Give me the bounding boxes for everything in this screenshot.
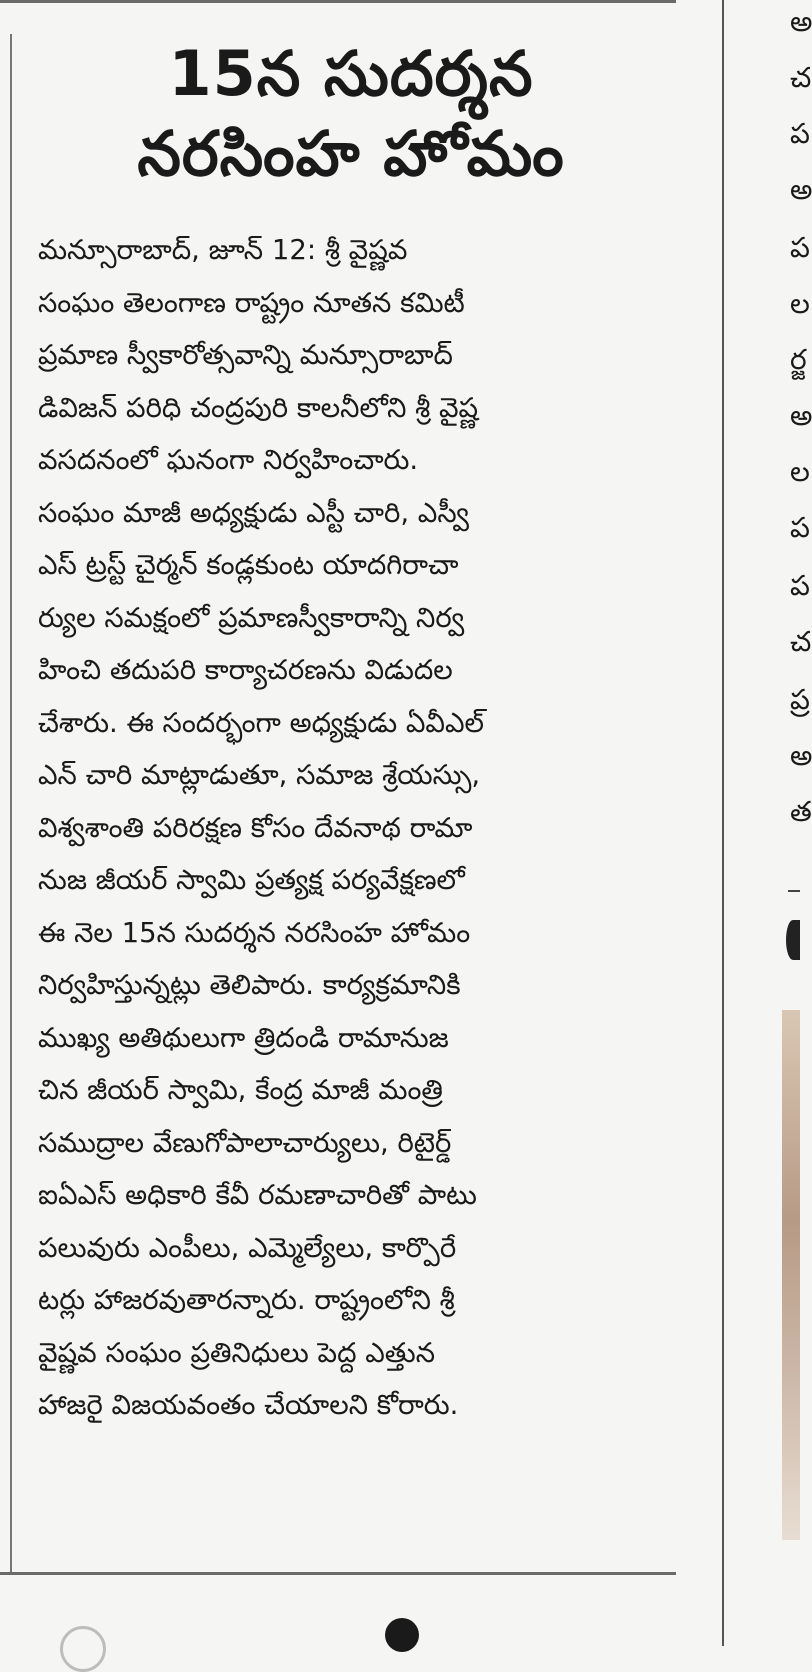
body-line: ఎస్ ట్రస్ట్ చైర్మన్ కండ్లకుంట యాదగిరాచా: [38, 549, 459, 581]
body-line: హించి తదుపరి కార్యాచరణను విడుదల: [38, 654, 453, 686]
body-line: పలువురు ఎంపీలు, ఎమ్మెల్యేలు, కార్పొరే: [38, 1231, 457, 1264]
left-column-rule: [10, 34, 12, 1574]
body-line: మన్సూరాబాద్, జూన్ 12: శ్రీ వైష్ణవ: [38, 234, 408, 266]
fragment-text: త: [790, 795, 812, 828]
fragment-text: చ: [790, 625, 812, 658]
body-line: సముద్రాల వేణుగోపాలాచార్యులు, రిటైర్డ్: [38, 1126, 452, 1159]
headline-line: 15న సుదర్శన: [168, 37, 534, 110]
body-line: ఐఏఎస్ అధికారి కేవీ రమణాచారితో పాటు: [38, 1179, 477, 1211]
top-rule: [0, 0, 676, 3]
body-line: టర్లు హాజరవుతారన్నారు. రాష్ట్రంలోని శ్రీ: [38, 1284, 455, 1316]
body-line: ర్యుల సమక్షంలో ప్రమాణస్వీకారాన్ని నిర్వ: [38, 601, 465, 634]
fragment-text: ర్జ: [790, 343, 807, 376]
news-article: [10, 34, 676, 1568]
body-line: చేశారు. ఈ సందర్భంగా అధ్యక్షుడు ఏవీఎల్: [38, 706, 485, 739]
body-line: వసదనంలో ఘనంగా నిర్వహించారు.: [38, 444, 419, 476]
fragment-text: అ: [790, 399, 812, 432]
body-line: హాజరై విజయవంతం చేయాలని కోరారు.: [38, 1389, 459, 1421]
body-line: డివిజన్ పరిధి చంద్రపురి కాలనీలోని శ్రీ వైష్ణ: [38, 391, 479, 424]
fragment-text: ప: [790, 569, 810, 602]
body-line: ఎన్ చారి మాట్లాడుతూ, సమాజ శ్రేయస్సు,: [38, 759, 481, 791]
fragment-text: అ: [790, 5, 812, 38]
fragment-text: ప్ర: [790, 683, 810, 716]
fragment-text: అ: [790, 739, 812, 772]
bottom-rule: [0, 1572, 676, 1575]
body-line: సంఘం తెలంగాణ రాష్ట్రం నూతన కమిటీ: [38, 286, 465, 319]
body-line: ప్రమాణ స్వీకారోత్సవాన్ని మన్సూరాబాద్: [38, 339, 453, 371]
fragment-text: ల: [790, 287, 810, 320]
body-line: నిర్వహిస్తున్నట్లు తెలిపారు. కార్యక్రమానికి: [38, 969, 461, 1001]
body-line: విశ్వశాంతి పరిరక్షణ కోసం దేవనాథ రామా: [38, 811, 473, 844]
body-line: వైష్ణవ సంఘం ప్రతినిధులు పెద్ద ఎత్తున: [38, 1336, 436, 1369]
next-article-glyph: [385, 1618, 419, 1652]
headline-line: నరసింహ హోమం: [137, 117, 565, 190]
body-line: నుజ జీయర్ స్వామి ప్రత్యక్ష పర్యవేక్షణలో: [38, 864, 465, 896]
body-line: సంఘం మాజీ అధ్యక్షుడు ఎస్టీ చారి, ఎస్వీ: [38, 496, 469, 529]
body-line: చిన జీయర్ స్వామి, కేంద్ర మాజీ మంత్రి: [38, 1074, 443, 1106]
adjacent-photo: [782, 1010, 800, 1540]
fragment-text: ప: [790, 231, 810, 264]
fragment-text: అ: [790, 173, 812, 206]
body-line: ఈ నెల 15న సుదర్శన నరసింహ హోమం: [38, 916, 471, 949]
adjacent-article-rule: [788, 890, 800, 892]
body-line: ముఖ్య అతిథులుగా త్రిదండి రామానుజ: [38, 1021, 449, 1054]
fragment-text: ల: [790, 455, 810, 488]
fragment-text: ప: [790, 511, 810, 544]
column-separator: [722, 0, 724, 1646]
headline: [26, 34, 676, 194]
fragment-text: ప: [790, 117, 810, 150]
adjacent-headline-glyph: [786, 920, 800, 960]
article-body: [38, 224, 678, 1432]
next-article-glyph: [60, 1626, 106, 1672]
fragment-text: చ: [790, 61, 812, 94]
